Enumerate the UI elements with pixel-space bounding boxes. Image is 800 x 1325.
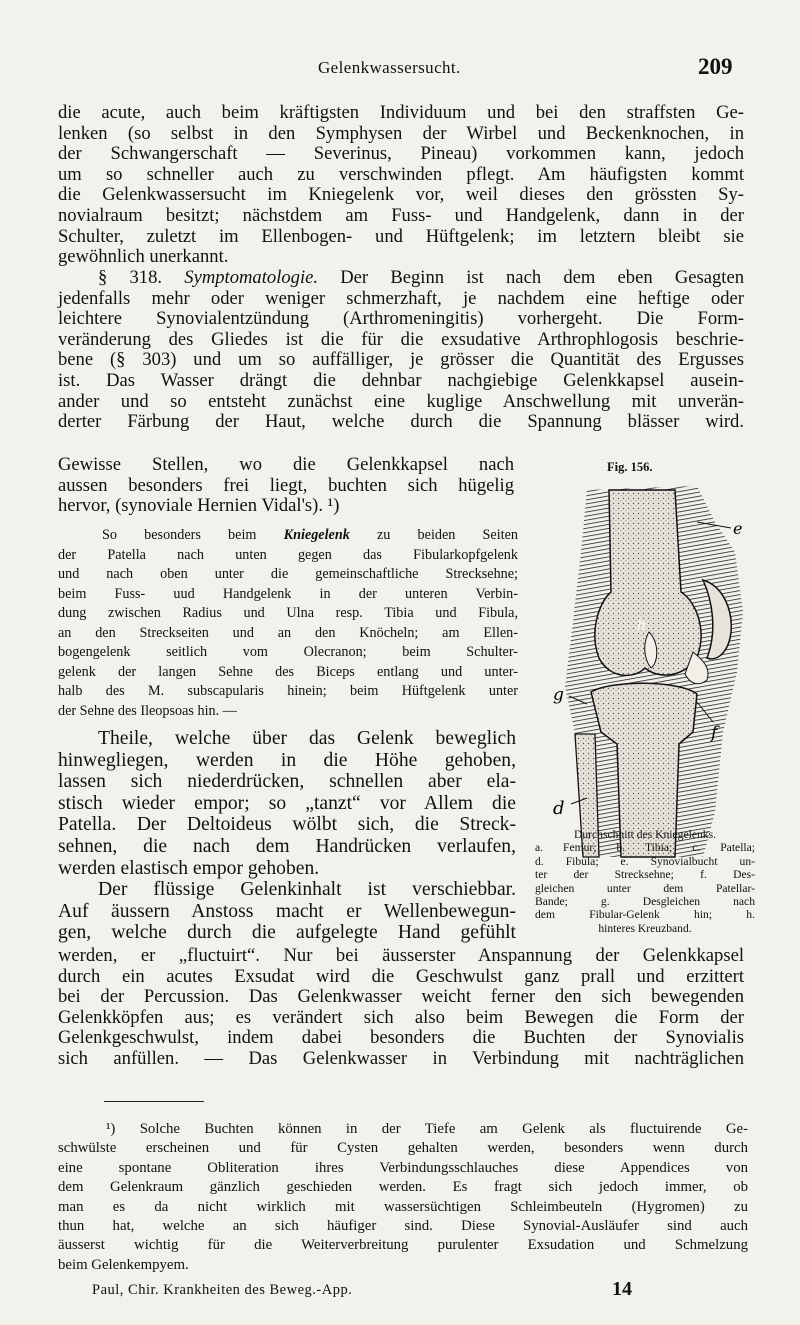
footnote-line: äusserst wichtig für die Weiterverbreitung purulenter Exsudation und Schmelzung	[58, 1237, 748, 1254]
small-line	[58, 526, 518, 546]
footnote	[58, 1120, 748, 1275]
fig-letter-e: e	[733, 519, 743, 538]
text-line: werden elastisch empor gehoben.	[58, 857, 320, 879]
footnote-line: beim Gelenkempyem.	[58, 1256, 189, 1273]
small-line: halb des M. subscapularis hinein; beim Hüftgelenk unter	[58, 683, 518, 699]
text-line: aussen besonders frei liegt, buchten sich hügelig	[58, 474, 514, 496]
signature-mark: 14	[612, 1278, 632, 1300]
text-line: um so schneller auch zu verschwinden pflegt. Am häufigsten kommt	[58, 163, 744, 185]
text-line: ist. Das Wasser drängt die dehnbar nachgiebige Gelenkkapsel ausein-	[58, 369, 744, 391]
running-title: Gelenkwassersucht.	[318, 58, 461, 77]
text-line: stisch wieder empor; so „tanzt“ vor Allem die	[58, 792, 516, 814]
section-number: § 318.	[98, 267, 163, 288]
text-line: Schulter, zuletzt im Ellenbogen- und Hüftgelenk; im letztern bleibt sie	[58, 225, 744, 247]
text-line: bene (§ 303) und um so auffälliger, je grösser die Quantität des Ergusses	[58, 349, 744, 371]
paragraph-1	[58, 103, 744, 268]
text-line: der Schwangerschaft — Severinus, Pineau) vorkommen kann, jedoch	[58, 143, 744, 165]
section-heading: Symptomatologie.	[184, 267, 319, 288]
small-line: der Patella nach unten gegen das Fibularkopfgelenk	[58, 546, 518, 563]
text-line: Theile, welche über das Gelenk beweglich	[98, 728, 516, 749]
small-line: und nach oben unter die gemeinschaftliche Strecksehne;	[58, 566, 518, 582]
text-line: werden, er „fluctuirt“. Nur bei äusserster Anspannung der Gelenkkapsel	[58, 945, 744, 966]
caption-line: hinteres Kreuzband.	[598, 921, 692, 935]
running-head	[0, 54, 800, 84]
text-line: Patella. Der Deltoideus wölbt sich, die Streck-	[58, 814, 516, 836]
text-line: die acute, auch beim kräftigsten Individuum und bei den straffsten Ge-	[58, 102, 744, 123]
small-line: beim Fuss- uud Handgelenk in der unteren Verbin-	[58, 585, 518, 602]
paragraph-3-full	[58, 946, 744, 1070]
footnote-rule	[104, 1101, 204, 1102]
text-line: hinwegliegen, werden in die Höhe gehoben,	[58, 749, 516, 771]
caption-line: dem Fibular-Gelenk hin; h.	[535, 908, 755, 922]
figure-caption	[535, 828, 755, 935]
paragraph-3-narrow	[58, 728, 516, 944]
footnote-line: man es da nicht wirklich mit wassersüchtigen Schleimbeuteln (Hygromen) zu	[58, 1198, 748, 1215]
small-line: gelenk der langen Sehne des Biceps entlang und unter-	[58, 663, 518, 680]
footer-source: Paul, Chir. Krankheiten des Beweg.-App.	[92, 1282, 353, 1298]
footnote-line: dem Gelenkraum gänzlich geschieden werden. Es fragt sich jedoch immer, ob	[58, 1179, 748, 1196]
small-line-rest: zu beiden Seiten	[377, 527, 519, 543]
footnote-line: ¹) Solche Buchten können in der Tiefe am Gelenk als fluctuirende Ge-	[106, 1121, 748, 1137]
caption-line: ter der Strecksehne; f. Des-	[535, 868, 755, 882]
small-lead: So besonders beim	[102, 527, 257, 543]
text-line: Gelenkgeschwulst, indem dabei besonders die Buchten der Synovialis	[58, 1027, 744, 1049]
caption-line: d. Fibula; e. Synovialbucht un-	[535, 854, 755, 868]
text-line: hervor, (synoviale Hernien Vidal's). ¹)	[58, 495, 340, 517]
footnote-line: thun hat, welche an sich häufiger sind. Diese Synovial-Ausläufer sind auch	[58, 1218, 748, 1235]
text-line: lassen sich niederdrücken, schnellen aber ela-	[58, 771, 516, 793]
fig-letter-f: f	[711, 723, 718, 743]
text-line: leichtere Synovialentzündung (Arthromeningitis) vorhergeht. Die Form-	[58, 308, 744, 330]
text-line: sich anfüllen. — Das Gelenkwasser in Verbindung mit nachträglichen	[58, 1047, 744, 1069]
text-line: Der flüssige Gelenkinhalt ist verschiebbar.	[98, 879, 516, 901]
text-line: ander und so entsteht zunächst eine kuglige Anschwellung mit unverän-	[58, 390, 744, 412]
small-line: der Sehne des Ileopsoas hin. —	[58, 702, 237, 719]
text-line: gen, welche durch die aufgelegte Hand gefühlt	[58, 922, 516, 944]
fig-letter-g: g	[553, 685, 564, 705]
text-line: die Gelenkwassersucht im Kniegelenk vor, weil dieses den grössten Sy-	[58, 184, 744, 206]
text-line: Auf äussern Anstoss macht er Wellenbewegun-	[58, 900, 516, 922]
paragraph-2	[58, 268, 744, 433]
text-line: derter Färbung der Haut, welche durch die Spannung blässer wird.	[58, 411, 744, 433]
caption-line: Bande; g. Desgleichen nach	[535, 895, 755, 909]
caption-line: a. Femur; b. Tibia; c. Patella;	[535, 841, 755, 855]
text-line: lenken (so selbst in den Symphysen der Wirbel und Beckenknochen, in	[58, 122, 744, 144]
text-line: Gelenkköpfen aus; es verändert sich also beim Bewegen die Form der	[58, 1006, 744, 1028]
footnote-line: schwülste erscheinen und für Cysten gehalten werden, besonders wenn durch	[58, 1140, 748, 1157]
text-line: jedenfalls mehr oder weniger schmerzhaft, je nachdem eine heftige oder	[58, 287, 744, 309]
knee-section-illustration	[547, 482, 753, 862]
fig-letter-d: d	[553, 798, 565, 819]
small-lead-term: Kniegelenk	[283, 527, 350, 543]
text-line: sehnen, die nach dem Handrücken verlaufen,	[58, 835, 516, 857]
caption-line: gleichen unter dem Patellar-	[535, 881, 755, 895]
paragraph-2-narrow	[58, 455, 514, 517]
caption-line: Durchschnitt des Kniegelenks.	[574, 828, 716, 841]
section-text: Der Beginn ist nach dem eben Gesagten	[340, 267, 745, 288]
text-line: gewöhnlich unerkannt.	[58, 246, 229, 268]
text-line: durch ein acutes Exsudat wird die Geschwulst ganz prall und erzittert	[58, 965, 744, 987]
small-line: dung zwischen Radius und Ulna resp. Tibia und Fibula,	[58, 605, 518, 621]
text-line: novialraum besitzt; nächstdem am Fuss- und Handgelenk, dann in der	[58, 204, 744, 226]
page-number: 209	[698, 54, 733, 79]
section-line	[58, 268, 744, 289]
text-line: bei der Percussion. Das Gelenkwasser weicht ferner den sich bewegenden	[58, 986, 744, 1008]
footnote-line: eine spontane Obliteration ihres Verbindungsschlauches diese Appendices von	[58, 1159, 748, 1176]
fig-letter-h: h	[637, 618, 647, 634]
text-line: veränderung des Gliedes ist die für die exsudative Arthrophlogosis beschrie-	[58, 328, 744, 350]
figure-156	[535, 460, 755, 945]
small-line: an den Streckseiten und an den Knöcheln; am Ellen-	[58, 624, 518, 641]
small-print-block	[58, 526, 518, 721]
small-line: bogengelenk seitlich vom Olecranon; beim Schulter-	[58, 644, 518, 660]
figure-label: Fig. 156.	[607, 460, 653, 474]
text-line: Gewisse Stellen, wo die Gelenkkapsel nach	[58, 454, 514, 475]
